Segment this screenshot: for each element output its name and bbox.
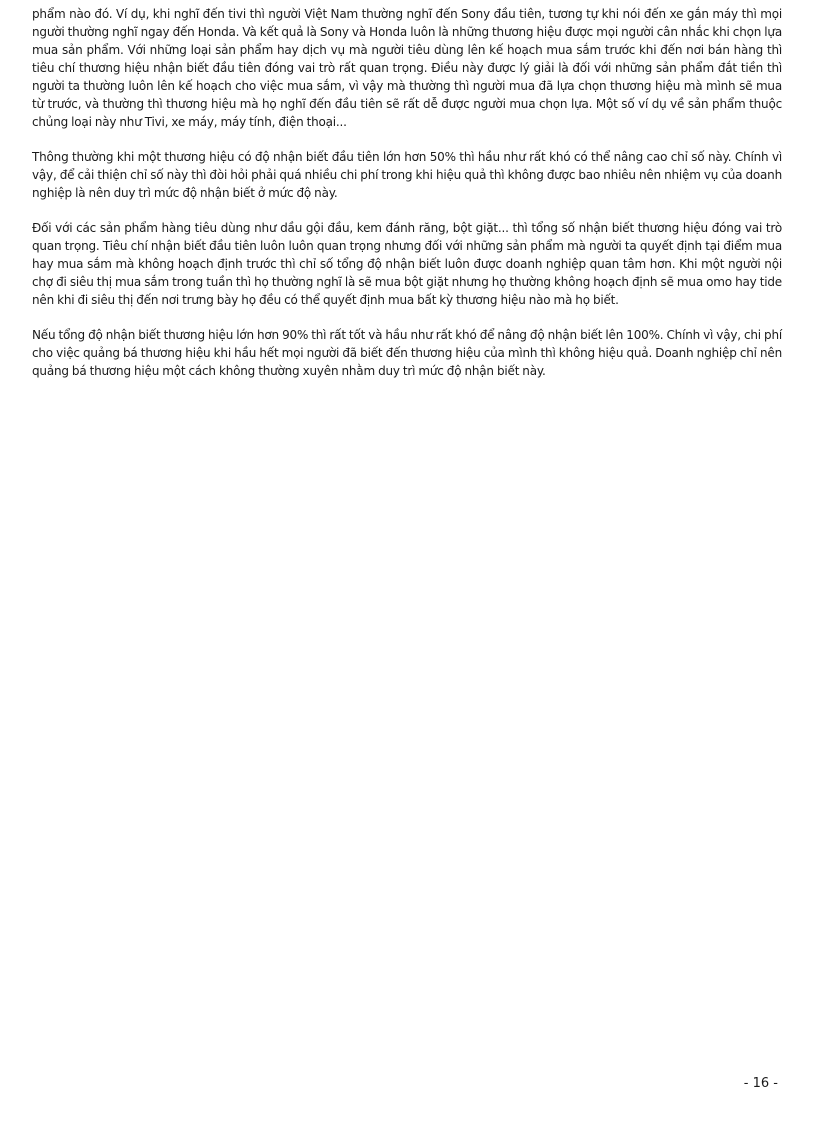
page-number: - 16 -	[743, 1076, 778, 1091]
paragraph-2: Thông thường khi một thương hiệu có độ nhận biết đầu tiên lớn hơn 50% thì hầu như rất khó có thể nâng cao chỉ số này. Chính vì vậy, để cải thiện chỉ số này thì đòi hỏi phải quá nhiều chi phí trong khi hiệu quả thì không được bao nhiêu nên nhiệm vụ của doanh nghiệp là nên duy trì mức độ nhận biết ở mức độ này.	[32, 150, 782, 200]
paragraph-4: Nếu tổng độ nhận biết thương hiệu lớn hơn 90% thì rất tốt và hầu như rất khó để nâng độ nhận biết lên 100%. Chính vì vậy, chi phí cho việc quảng bá thương hiệu khi hầu hết mọi người đã biết đến thương hiệu của mình thì không hiệu quả. Doanh nghiệp chỉ nên quảng bá thương hiệu một cách không thường xuyên nhằm duy trì mức độ nhận biết này.	[32, 328, 782, 378]
paragraph-1: phẩm nào đó. Ví dụ, khi nghĩ đến tivi thì người Việt Nam thường nghĩ đến Sony đầu tiên, tương tự khi nói đến xe gắn máy thì mọi người thường nghĩ ngay đến Honda. Và kết quả là Sony và Honda luôn là những thương hiệu được mọi người cân nhắc khi chọn lựa mua sản phẩm. Với những loại sản phẩm hay dịch vụ mà người tiêu dùng lên kế hoạch mua sắm trước khi đến nơi bán hàng thì tiêu chí thương hiệu nhận biết đầu tiên đóng vai trò rất quan trọng. Điều này được lý giải là đối với những sản phẩm đắt tiền thì người ta thường luôn lên kế hoạch cho việc mua sắm, vì vậy mà thường thì người mua đã lựa chọn thương hiệu mà mình sẽ mua từ trước, và thường thì thương hiệu mà họ nghĩ đến đầu tiên sẽ rất dễ được người mua chọn lựa. Một số ví dụ về sản phẩm thuộc chủng loại này như Tivi, xe máy, máy tính, điện thoại...	[32, 7, 782, 129]
page-body	[32, 5, 782, 397]
paragraph-3: Đối với các sản phẩm hàng tiêu dùng như dầu gội đầu, kem đánh răng, bột giặt... thì tổng số nhận biết thương hiệu đóng vai trò quan trọng. Tiêu chí nhận biết đầu tiên luôn luôn quan trọng nhưng đối với những sản phẩm mà người ta quyết định tại điểm mua hay mua sắm mà không hoạch định trước thì chỉ số tổng độ nhận biết luôn được doanh nghiệp quan tâm hơn. Khi một người nội chợ đi siêu thị mua sắm trong tuần thì họ thường nghĩ là sẽ mua bột giặt nhưng họ thường không hoạch định sẽ mua omo hay tide nên khi đi siêu thị đến nơi trưng bày họ đều có thể quyết định mua bất kỳ thương hiệu nào mà họ biết.	[32, 221, 782, 307]
